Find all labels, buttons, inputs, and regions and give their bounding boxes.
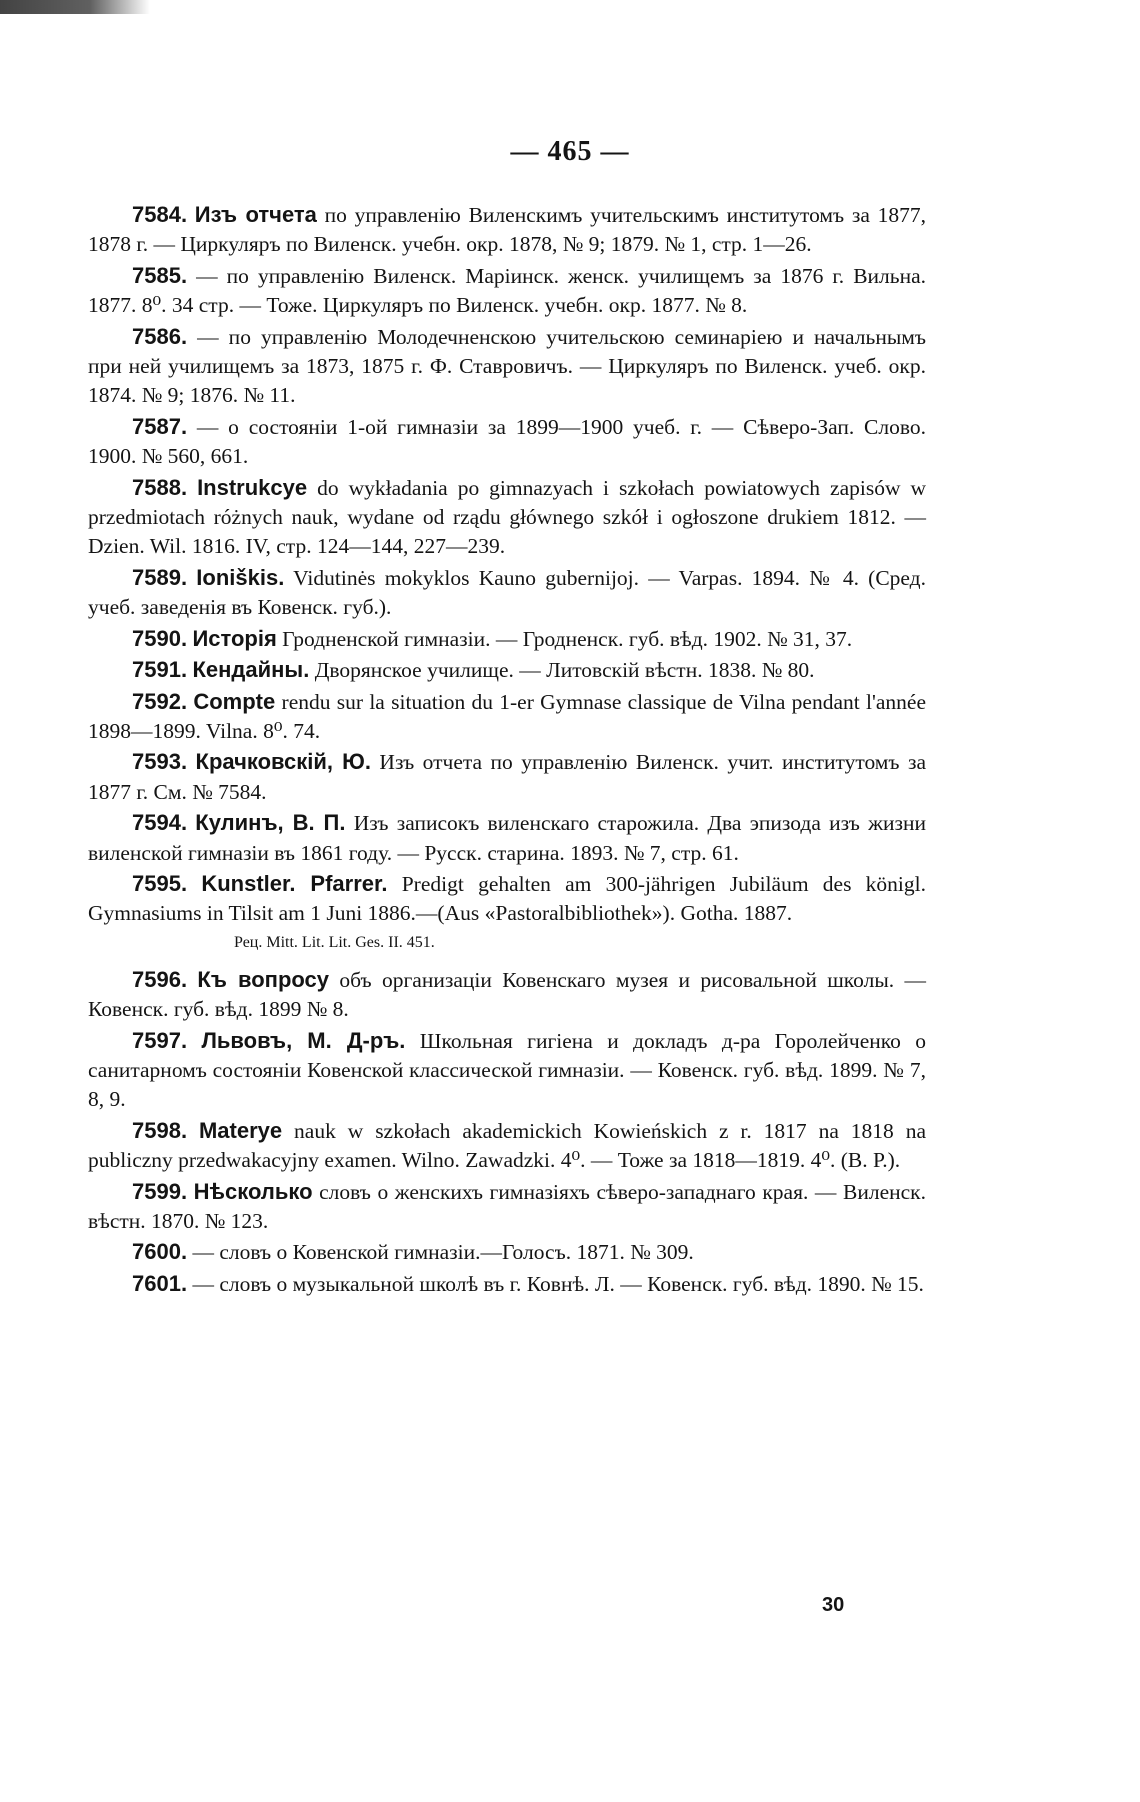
entry-heading: Исторія [192,625,277,651]
entry-text: — по управленію Молодечненскою учительскою семинаріею и начальнымъ при ней училищемъ за 1873, 1875 г. Ф. Ставровичъ. — Циркуляръ по Виленск. учеб. окр. 1874. № 9; 1876. № 11. [88,324,926,408]
entry-text: Дворянское училище. — Литовскій вѣстн. 1838. № 80. [309,658,815,683]
entry-7599 [88,1177,926,1237]
entry-text: словъ о женскихъ гимназіяхъ сѣверо-западнаго края. — Виленск. вѣстн. 1870. № 123. [88,1179,927,1233]
entry-7600 [88,1237,926,1267]
entry-heading: Materye [198,1117,283,1143]
entry-heading: Instrukcye [197,474,308,500]
review-note: Рец. Mitt. Lit. Lit. Ges. II. 451. [234,933,435,951]
entry-heading: Къ вопросу [197,966,329,992]
entry-7589 [88,563,926,623]
entry-7591 [88,655,926,685]
entry-7598 [88,1116,926,1176]
entry-number: 7591. [132,657,188,683]
entry-7586 [88,322,926,411]
entry-number: 7593. [132,749,188,775]
entry-text: nauk w szkołach akademickich Kowieńskich z r. 1817 na 1818 na publiczny przedwakacyjny examen. Wilno. Zawadzki. 4⁰. — Тоже за 1818—1819. 4⁰. (В. Р.). [88,1118,927,1173]
entry-7592 [88,687,926,747]
entry-number: 7598. [132,1117,188,1143]
entry-text: Изъ отчета по управленію Виленск. учит. институтомъ за 1877 г. См. № 7584. [88,750,926,804]
entry-heading: Кендайны. [192,657,310,683]
bibliography-list [88,200,926,1300]
entry-number: 7595. [132,870,188,896]
entry-text: — о состояніи 1-ой гимназіи за 1899—1900 учеб. г. — Сѣверо-Зап. Слово. 1900. № 560, 661. [88,414,926,469]
entry-number: 7589. [132,564,188,590]
entry-text: do wykładania po gimnazyach i szkołach powiatowych zapisów w przedmiotach różnych nauk, wydane od rządu głównego szkół i ogłoszone drukiem 1812. — Dzien. Wil. 1816. IV, стр. 124—144, 227—239. [88,475,927,559]
entry-7584 [88,200,926,260]
page-number: — 465 — [510,136,630,167]
entry-7585 [88,261,926,321]
entry-7588 [88,473,926,562]
entry-7590 [88,624,926,654]
entry-number: 7596. [132,966,188,992]
entry-text: Гродненской гимназіи. — Гродненск. губ. вѣд. 1902. № 31, 37. [276,626,853,651]
entry-text: — по управленію Виленск. Маріинск. женск. училищемъ за 1876 г. Вильна. 1877. 8⁰. 34 стр. — Тоже. Циркуляръ по Виленск. учебн. окр. 1877. № 8. [88,263,926,318]
entry-text: объ организаціи Ковенскаго музея и рисовальной школы. — Ковенск. губ. вѣд. 1899 № 8. [88,967,926,1022]
entry-text: — словъ о музыкальной школѣ въ г. Ковнѣ. Л. — Ковенск. губ. вѣд. 1890. № 15. [187,1271,924,1296]
entry-heading: Изъ отчета [194,202,317,227]
entry-number: 7584. [132,202,188,227]
entry-text: — словъ о Ковенской гимназіи.—Голосъ. 1871. № 309. [187,1240,694,1265]
entry-number: 7594. [132,810,188,836]
entry-number: 7600. [132,1239,188,1265]
entry-heading: Львовъ, М. Д-ръ. [201,1027,406,1053]
entry-text: по управленію Виленскимъ учительскимъ институтомъ за 1877, 1878 г. — Циркуляръ по Виленск. учебн. окр. 1878, № 9; 1879. № 1, стр. 1—26. [88,203,927,257]
entry-number: 7588. [132,474,188,500]
entry-heading: Kunstler. Pfarrer. [201,870,388,896]
entry-number: 7597. [132,1027,188,1053]
entry-text: rendu sur la situation du 1-er Gymnase classique de Vilna pendant l'année 1898—1899. Vilna. 8⁰. 74. [88,689,927,743]
entry-heading: Ioniškis. [196,564,285,590]
entry-7597 [88,1026,926,1115]
printer-signature: 30 [822,1594,845,1616]
entry-heading: Compte [193,688,276,714]
entry-7593 [88,747,926,807]
entry-7601 [88,1269,926,1299]
entry-heading: Крачковскій, Ю. [195,749,371,775]
entry-7596 [88,965,926,1025]
entry-text: Predigt gehalten am 300-jährigen Jubiläum des königl. Gymnasiums in Tilsit am 1 Juni 1886.—(Aus «Pastoralbibliothek»). Gotha. 1887. [88,871,926,926]
scan-artifact [0,0,150,14]
entry-number: 7586. [132,323,188,349]
entry-heading: Кулинъ, В. П. [195,810,346,836]
entry-7587 [88,412,926,472]
entry-number: 7587. [132,413,188,439]
entry-7594 [88,808,926,868]
entry-text: Школьная гигіена и докладъ д-ра Горолейченко о санитарномъ состояніи Ковенской классической гимназіи. — Ковенск. губ. вѣд. 1899. № 7, 8, 9. [88,1028,926,1112]
entry-number: 7585. [132,262,188,288]
entry-number: 7592. [132,688,188,714]
entry-heading: Нѣсколько [193,1178,313,1204]
entry-text: Vidutinės mokyklos Kauno gubernijoj. — Varpas. 1894. № 4. (Сред. учеб. заведенія въ Ковенск. губ.). [88,565,926,620]
entry-number: 7599. [132,1178,188,1204]
entry-number: 7601. [132,1270,188,1296]
entry-7595 [88,869,926,929]
entry-number: 7590. [132,625,188,651]
entry-text: Изъ записокъ виленскаго старожила. Два эпизода изъ жизни виленской гимназіи въ 1861 году. — Русск. старина. 1893. № 7, стр. 61. [88,811,926,865]
